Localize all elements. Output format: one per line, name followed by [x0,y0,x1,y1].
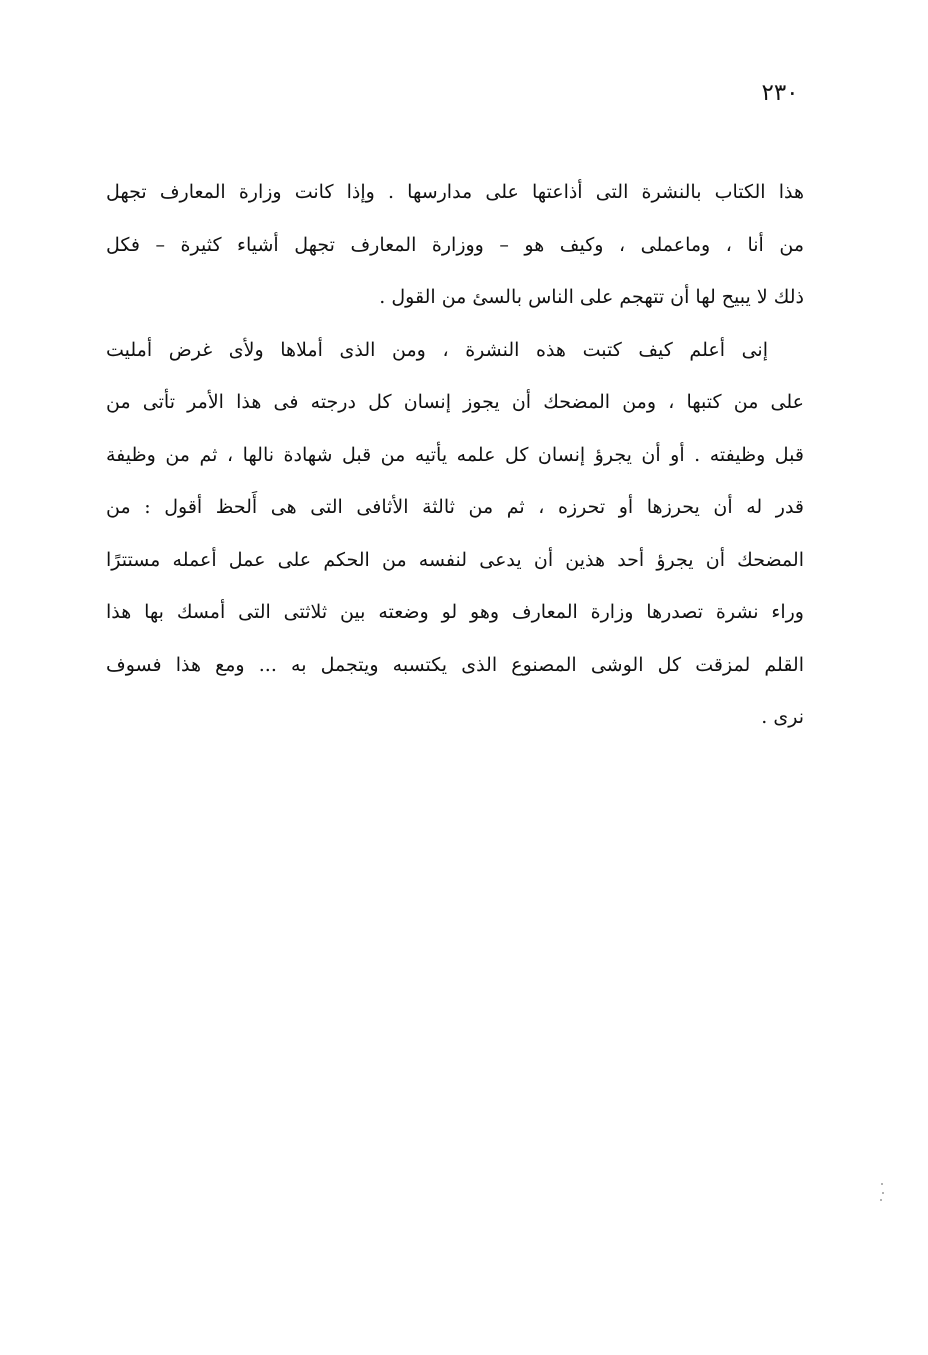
text-line: قبل وظيفته . أو أن يجرؤ إنسان كل علمه يأتيه من قبل شهادة نالها ، ثم من وظيفة [106,443,804,466]
text-line: قدر له أن يحرزها أو تحرزه ، ثم من ثالثة الأثافى التى هى أَلحظ أقول : من [106,496,804,518]
scan-speck [882,1192,884,1194]
scan-speck [881,1183,883,1185]
scan-speck [880,1199,882,1201]
page-number: ٢٣٠ [761,80,799,106]
text-line: نرى . [761,706,804,728]
text-line: على من كتبها ، ومن المضحك أن يجوز إنسان كل درجته فى هذا الأمر تأتى من [106,391,804,413]
text-line: وراء نشرة تصدرها وزارة المعارف وهو لو وضعته بين ثلاثتى التى أمسك بها هذا [106,601,804,623]
body-text [106,166,804,744]
text-line: ذلك لا يبيح لها أن تتهجم على الناس بالسئ من القول . [379,286,804,308]
text-line: القلم لمزقت كل الوشى المصنوع الذى يكتسبه ويتجمل به ... ومع هذا فسوف [106,653,804,676]
text-line: المضحك أن يجرؤ أحد هذين أن يدعى لنفسه من الحكم على عمل أعمله مستترًا [106,548,804,571]
text-line: إنى أعلم كيف كتبت هذه النشرة ، ومن الذى أملاها ولأى غرض أمليت [106,338,768,361]
text-line: من أنا ، وماعملى ، وكيف هو – ووزارة المعارف تجهل أشياء كثيرة – فكل [106,233,804,256]
text-line: هذا الكتاب بالنشرة التى أذاعتها على مدارسها . وإذا كانت وزارة المعارف تجهل [106,181,804,203]
